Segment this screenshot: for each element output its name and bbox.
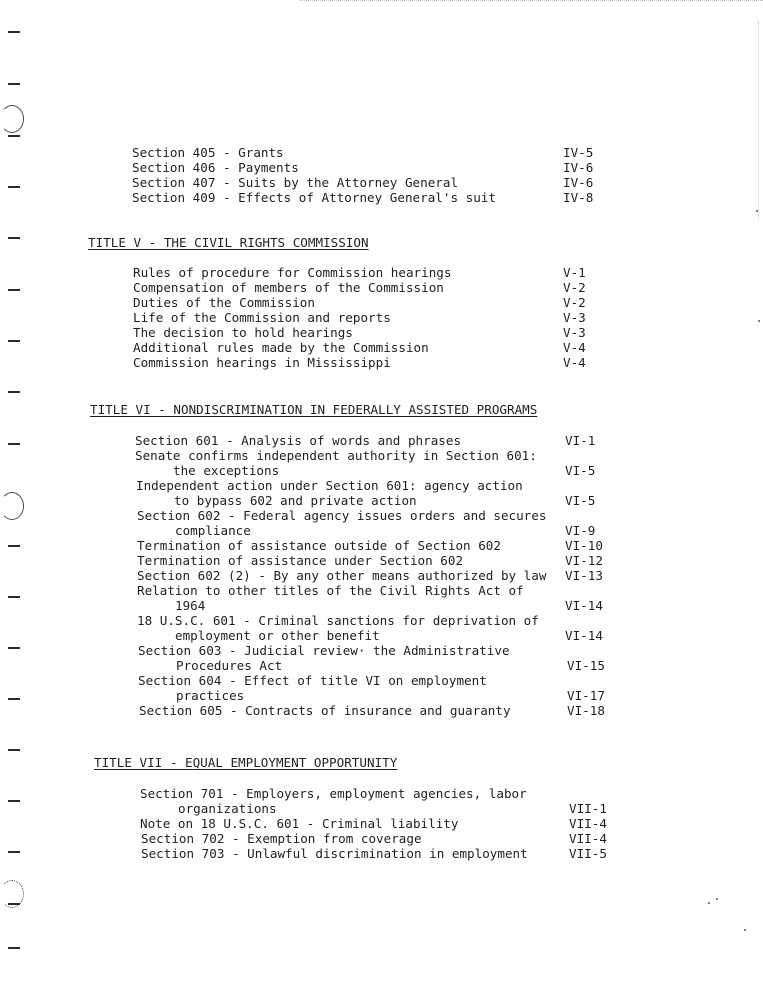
page-number: VI-13	[565, 568, 603, 583]
entry-title: Section 603 - Judicial review· the Administrative	[138, 643, 510, 658]
toc-entry	[0, 295, 763, 310]
page-number: V-2	[563, 280, 586, 295]
toc-entry-line	[0, 583, 763, 598]
entry-title: Section 701 - Employers, employment agencies, labor	[140, 786, 527, 801]
toc-entry-line	[0, 786, 763, 801]
toc-entry-line	[0, 448, 763, 463]
section-heading-title-v: TITLE V - THE CIVIL RIGHTS COMMISSION	[88, 235, 369, 250]
toc-entry	[0, 280, 763, 295]
entry-title-continued: practices	[176, 688, 245, 703]
toc-entry	[0, 145, 763, 160]
entry-title: Senate confirms independent authority in Section 601:	[135, 448, 537, 463]
entry-title-continued: the exceptions	[173, 463, 280, 478]
section-heading-title-vi: TITLE VI - NONDISCRIMINATION IN FEDERALLY ASSISTED PROGRAMS	[90, 402, 538, 417]
entry-title: Life of the Commission and reports	[133, 310, 391, 325]
entry-title-continued: 1964	[175, 598, 206, 613]
scan-speck	[716, 898, 718, 900]
toc-entry	[0, 553, 763, 568]
page-number: VI-15	[567, 658, 605, 673]
entry-title: Section 605 - Contracts of insurance and guaranty	[139, 703, 511, 718]
entry-title: Section 406 - Payments	[132, 160, 299, 175]
toc-entry	[0, 340, 763, 355]
toc-entry	[0, 703, 763, 718]
page-number: V-1	[563, 265, 586, 280]
page-number: IV-8	[563, 190, 594, 205]
toc-entry-line	[0, 658, 763, 673]
entry-title: Section 602 - Federal agency issues orders and secures	[137, 508, 547, 523]
toc-entry-line	[0, 688, 763, 703]
page-number: VII-5	[569, 846, 607, 861]
toc-entry	[0, 538, 763, 553]
entry-title-continued: Procedures Act	[176, 658, 283, 673]
toc-entry-line	[0, 673, 763, 688]
entry-title: Section 407 - Suits by the Attorney General	[132, 175, 459, 190]
page-number: VI-9	[565, 523, 596, 538]
toc-entry-line	[0, 801, 763, 816]
entry-title: Section 405 - Grants	[132, 145, 284, 160]
binder-punch-mark	[8, 135, 20, 137]
entry-title: Section 604 - Effect of title VI on employment	[138, 673, 487, 688]
toc-entry	[0, 355, 763, 370]
entry-title: Note on 18 U.S.C. 601 - Criminal liability	[140, 816, 459, 831]
entry-title: Compensation of members of the Commission	[133, 280, 444, 295]
entry-title: Section 702 - Exemption from coverage	[141, 831, 422, 846]
toc-entry-line	[0, 508, 763, 523]
entry-title: Rules of procedure for Commission hearings	[133, 265, 452, 280]
entry-title-continued: organizations	[178, 801, 277, 816]
toc-entry	[0, 160, 763, 175]
entry-title: Relation to other titles of the Civil Rights Act of	[137, 583, 524, 598]
toc-entry	[0, 325, 763, 340]
section-heading-title-vii: TITLE VII - EQUAL EMPLOYMENT OPPORTUNITY	[94, 755, 398, 770]
page-number: VI-17	[567, 688, 605, 703]
page-number: V-4	[563, 355, 586, 370]
toc-entry	[0, 846, 763, 861]
page-number: VI-12	[565, 553, 603, 568]
toc-section-title-v	[0, 265, 763, 370]
binder-hole	[0, 105, 24, 133]
entry-title: Section 602 (2) - By any other means authorized by law	[137, 568, 547, 583]
binder-punch-mark	[8, 391, 20, 393]
page-number: VII-4	[569, 831, 607, 846]
entry-title-continued: compliance	[175, 523, 251, 538]
binder-punch-mark	[8, 31, 20, 33]
entry-title: 18 U.S.C. 601 - Criminal sanctions for deprivation of	[137, 613, 539, 628]
scan-speck	[708, 902, 710, 904]
entry-title: Duties of the Commission	[133, 295, 315, 310]
toc-entry	[0, 190, 763, 205]
toc-entry-line	[0, 628, 763, 643]
entry-title-continued: to bypass 602 and private action	[174, 493, 417, 508]
toc-entry-line	[0, 493, 763, 508]
toc-entry-line	[0, 598, 763, 613]
page-number: VI-5	[565, 463, 596, 478]
page-number: VI-1	[565, 433, 596, 448]
toc-section-title-iv-continued	[0, 145, 763, 205]
entry-title: Section 601 - Analysis of words and phrases	[135, 433, 462, 448]
entry-title: Termination of assistance under Section 602	[137, 553, 464, 568]
page-number: VI-5	[565, 493, 596, 508]
toc-entry-line	[0, 478, 763, 493]
toc-entry	[0, 816, 763, 831]
entry-title: Independent action under Section 601: agency action	[136, 478, 523, 493]
page-number: VI-14	[565, 598, 603, 613]
entry-title: Termination of assistance outside of Section 602	[137, 538, 501, 553]
page-number: V-2	[563, 295, 586, 310]
scan-speck	[744, 929, 746, 931]
page-number: IV-6	[563, 160, 594, 175]
page-number: VI-18	[567, 703, 605, 718]
entry-title: Section 409 - Effects of Attorney General's suit	[132, 190, 496, 205]
binder-punch-mark	[8, 749, 20, 751]
entry-title: Additional rules made by the Commission	[133, 340, 429, 355]
binder-punch-mark	[8, 83, 20, 85]
binder-punch-mark	[8, 903, 20, 905]
binder-punch-mark	[8, 237, 20, 239]
page-number: VII-4	[569, 816, 607, 831]
toc-entry-line	[0, 463, 763, 478]
toc-entry-line	[0, 523, 763, 538]
toc-section-title-vi	[0, 433, 763, 718]
page-number: V-4	[563, 340, 586, 355]
toc-entry	[0, 831, 763, 846]
toc-section-title-vii	[0, 786, 763, 861]
binder-punch-mark	[8, 947, 20, 949]
toc-entry	[0, 310, 763, 325]
page-number: IV-5	[563, 145, 594, 160]
page-number: VII-1	[569, 801, 607, 816]
page-number: VI-14	[565, 628, 603, 643]
toc-entry	[0, 265, 763, 280]
page-number: V-3	[563, 325, 586, 340]
toc-entry	[0, 433, 763, 448]
entry-title: The decision to hold hearings	[133, 325, 353, 340]
entry-title-continued: employment or other benefit	[175, 628, 380, 643]
page-top-edge	[300, 0, 763, 3]
toc-entry	[0, 175, 763, 190]
page-number: VI-10	[565, 538, 603, 553]
entry-title: Commission hearings in Mississippi	[133, 355, 391, 370]
page-number: V-3	[563, 310, 586, 325]
toc-entry	[0, 568, 763, 583]
toc-entry-line	[0, 613, 763, 628]
page-number: IV-6	[563, 175, 594, 190]
scan-speck	[756, 210, 758, 212]
entry-title: Section 703 - Unlawful discrimination in employment	[141, 846, 528, 861]
toc-entry-line	[0, 643, 763, 658]
